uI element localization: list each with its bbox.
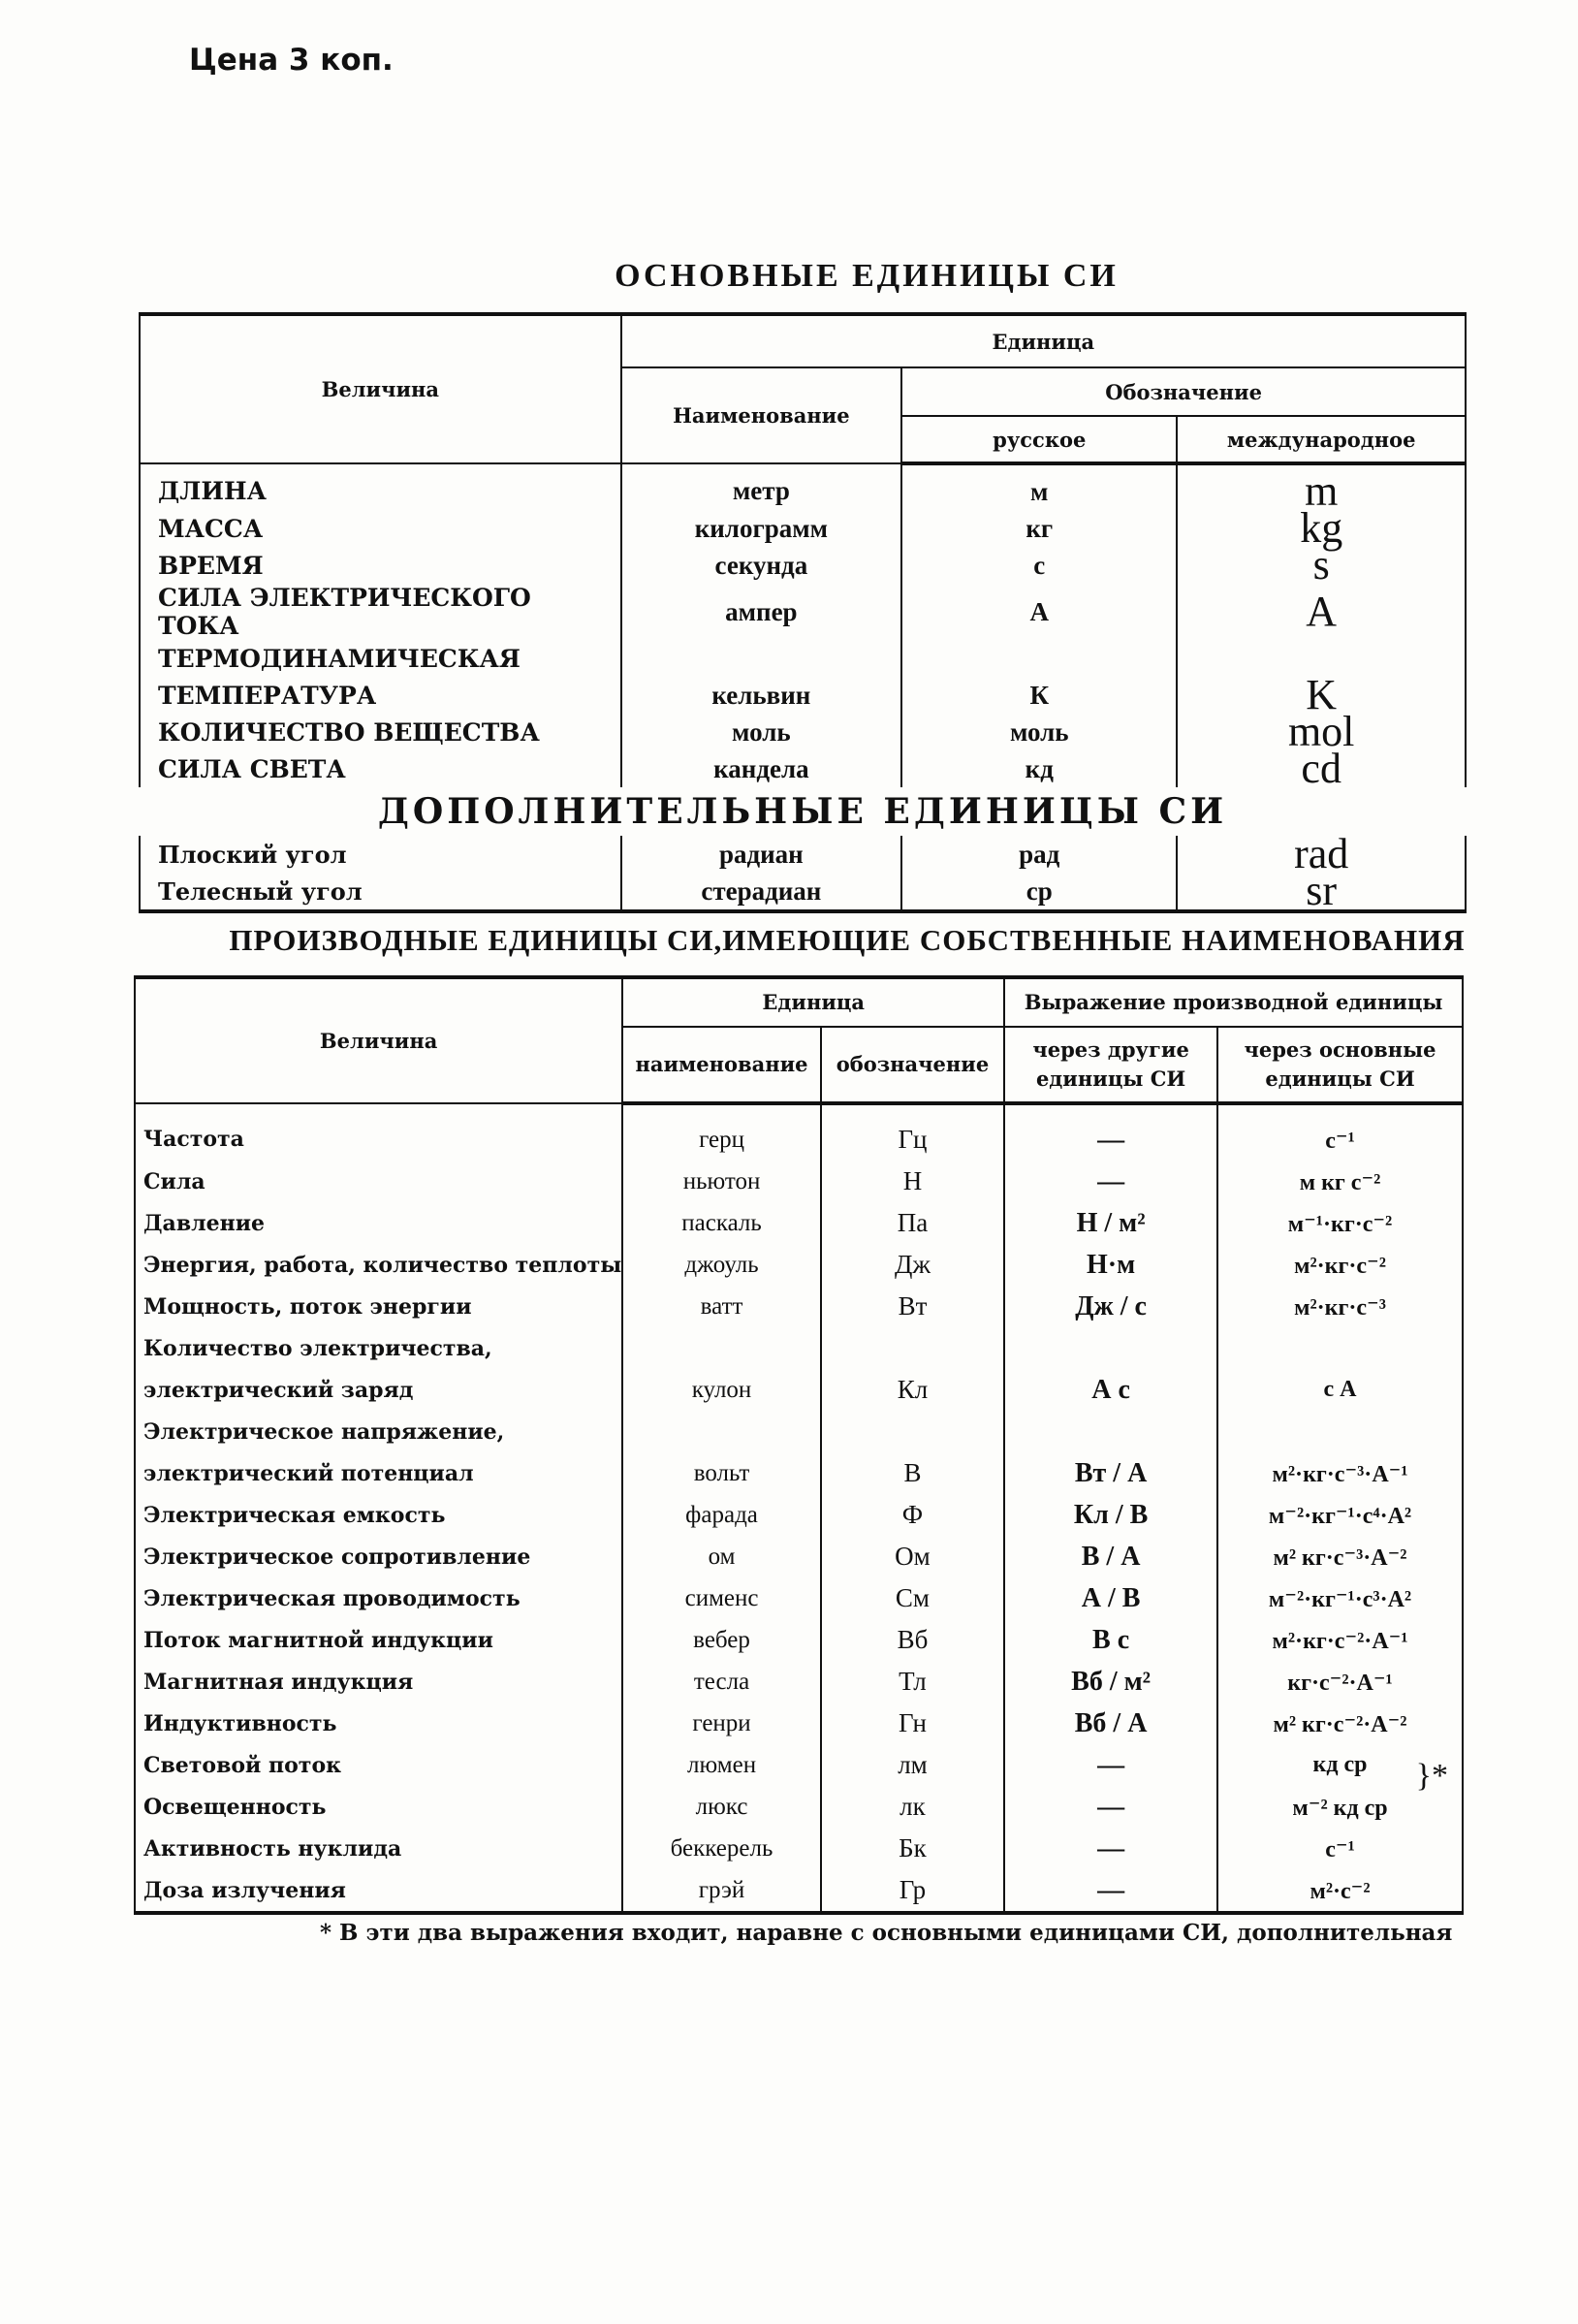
footnote: * В эти два выражения входит, наравне с основными единицами СИ, дополнительная	[320, 1920, 1453, 1946]
quantity-cell: ДЛИНА	[140, 463, 621, 510]
quantity-cell: Мощность, поток энергии	[135, 1286, 622, 1327]
unit-name-cell: кандела	[621, 750, 902, 787]
unit-ru-cell: кд	[901, 750, 1177, 787]
col-header-name: наименование	[622, 1027, 821, 1103]
unit-ru-cell: А	[901, 584, 1177, 640]
expr-base-cell: м²·кг·с⁻³·А⁻¹	[1217, 1452, 1463, 1494]
quantity-cell: Количество электричества,	[135, 1327, 622, 1369]
unit-intl-cell: rad	[1177, 836, 1466, 873]
expr-base-cell: м⁻²·кг⁻¹·с⁴·А²	[1217, 1494, 1463, 1536]
expr-base-cell: с А	[1217, 1369, 1463, 1411]
col-header-via-base: через основные единицы СИ	[1217, 1027, 1463, 1103]
expr-other-cell: —	[1004, 1828, 1217, 1869]
expr-other-cell	[1004, 1327, 1217, 1369]
unit-name-cell	[622, 1327, 821, 1369]
table-row	[135, 1103, 1463, 1161]
quantity-cell: Энергия, работа, количество теплоты	[135, 1244, 622, 1286]
unit-symbol-cell	[821, 1327, 1004, 1369]
table-row	[135, 1286, 1463, 1327]
unit-ru-cell: с	[901, 547, 1177, 584]
unit-symbol-cell: Гр	[821, 1869, 1004, 1913]
quantity-cell: Световой поток	[135, 1744, 622, 1786]
expr-other-cell: Вб / А	[1004, 1703, 1217, 1744]
table-row	[135, 1244, 1463, 1286]
derived-units-title: ПРОИЗВОДНЫЕ ЕДИНИЦЫ СИ,ИМЕЮЩИЕ СОБСТВЕННЫЕ НАИМЕНОВАНИЯ	[229, 923, 1466, 957]
unit-symbol-cell: Ом	[821, 1536, 1004, 1577]
table-row	[135, 1536, 1463, 1577]
derived-units-table	[134, 975, 1464, 1915]
unit-name-cell: сименс	[622, 1577, 821, 1619]
expr-base-cell: м⁻²·кг⁻¹·с³·А²	[1217, 1577, 1463, 1619]
table-row	[135, 1744, 1463, 1786]
unit-intl-cell: K	[1177, 677, 1466, 714]
unit-ru-cell	[901, 640, 1177, 677]
unit-intl-cell: m	[1177, 463, 1466, 510]
table-row	[140, 584, 1466, 640]
expr-other-cell: Н / м²	[1004, 1202, 1217, 1244]
unit-intl-cell: s	[1177, 547, 1466, 584]
unit-name-cell: герц	[622, 1103, 821, 1161]
expr-base-cell: с⁻¹	[1217, 1828, 1463, 1869]
unit-name-cell: радиан	[621, 836, 902, 873]
unit-name-cell: ньютон	[622, 1161, 821, 1202]
unit-symbol-cell: Гц	[821, 1103, 1004, 1161]
table-row	[140, 750, 1466, 787]
unit-name-cell: люкс	[622, 1786, 821, 1828]
unit-symbol-cell: Вб	[821, 1619, 1004, 1661]
table-row	[135, 1869, 1463, 1913]
expr-other-cell: В с	[1004, 1619, 1217, 1661]
unit-symbol-cell: Вт	[821, 1286, 1004, 1327]
quantity-cell: Индуктивность	[135, 1703, 622, 1744]
quantity-cell: ТЕРМОДИНАМИЧЕСКАЯ	[140, 640, 621, 677]
expr-base-cell	[1217, 1411, 1463, 1452]
table-row	[135, 1411, 1463, 1452]
quantity-cell: Электрическая проводимость	[135, 1577, 622, 1619]
unit-ru-cell: рад	[901, 836, 1177, 873]
unit-symbol-cell: Н	[821, 1161, 1004, 1202]
expr-other-cell: —	[1004, 1744, 1217, 1786]
expr-base-cell	[1217, 1327, 1463, 1369]
unit-symbol-cell: Ф	[821, 1494, 1004, 1536]
expr-base-cell: кг·с⁻²·А⁻¹	[1217, 1661, 1463, 1703]
expr-other-cell: А / В	[1004, 1577, 1217, 1619]
table-row	[135, 1786, 1463, 1828]
expr-other-cell: Вт / А	[1004, 1452, 1217, 1494]
unit-ru-cell: м	[901, 463, 1177, 510]
table-row	[140, 836, 1466, 873]
unit-name-cell	[622, 1411, 821, 1452]
unit-symbol-cell: Гн	[821, 1703, 1004, 1744]
quantity-cell: СИЛА СВЕТА	[140, 750, 621, 787]
unit-name-cell: кулон	[622, 1369, 821, 1411]
expr-base-cell: м²·кг·с⁻³	[1217, 1286, 1463, 1327]
table-row	[140, 463, 1466, 510]
unit-intl-cell: A	[1177, 584, 1466, 640]
expr-base-cell: кд ср }*	[1217, 1744, 1463, 1786]
base-units-table	[139, 312, 1467, 913]
quantity-cell: Телесный угол	[140, 873, 621, 911]
unit-name-cell: вебер	[622, 1619, 821, 1661]
table-row	[135, 1619, 1463, 1661]
footnote-brace-mark: }*	[1415, 1758, 1448, 1794]
unit-ru-cell: К	[901, 677, 1177, 714]
expr-other-cell	[1004, 1411, 1217, 1452]
table-row	[135, 1828, 1463, 1869]
expr-other-cell: Кл / В	[1004, 1494, 1217, 1536]
unit-symbol-cell	[821, 1411, 1004, 1452]
quantity-cell: Поток магнитной индукции	[135, 1619, 622, 1661]
expr-base-cell: с⁻¹	[1217, 1103, 1463, 1161]
unit-ru-cell: моль	[901, 714, 1177, 750]
unit-ru-cell: кг	[901, 510, 1177, 547]
expr-base-cell: м² кг·с⁻²·А⁻²	[1217, 1703, 1463, 1744]
quantity-cell: СИЛА ЭЛЕКТРИЧЕСКОГО ТОКА	[140, 584, 621, 640]
unit-symbol-cell: В	[821, 1452, 1004, 1494]
quantity-cell: Электрическое напряжение,	[135, 1411, 622, 1452]
expr-other-cell: В / А	[1004, 1536, 1217, 1577]
col-header-quantity: Величина	[135, 977, 622, 1103]
table-row	[135, 1161, 1463, 1202]
expr-base-cell: м²·кг·с⁻²	[1217, 1244, 1463, 1286]
unit-name-cell: секунда	[621, 547, 902, 584]
table-row	[140, 714, 1466, 750]
base-units-title: ОСНОВНЫЕ ЕДИНИЦЫ СИ	[615, 258, 1119, 294]
table-row	[135, 1703, 1463, 1744]
quantity-cell: КОЛИЧЕСТВО ВЕЩЕСТВА	[140, 714, 621, 750]
expr-other-cell: —	[1004, 1869, 1217, 1913]
col-header-expression: Выражение производной единицы	[1004, 977, 1463, 1027]
unit-name-cell: беккерель	[622, 1828, 821, 1869]
unit-name-cell: паскаль	[622, 1202, 821, 1244]
quantity-cell: Плоский угол	[140, 836, 621, 873]
unit-symbol-cell: лм	[821, 1744, 1004, 1786]
quantity-cell: Магнитная индукция	[135, 1661, 622, 1703]
unit-name-cell: ватт	[622, 1286, 821, 1327]
expr-base-cell: м² кг·с⁻³·А⁻²	[1217, 1536, 1463, 1577]
col-header-russian: русское	[901, 416, 1177, 463]
expr-base-cell: м кг с⁻²	[1217, 1161, 1463, 1202]
unit-ru-cell: ср	[901, 873, 1177, 911]
table-row	[140, 873, 1466, 911]
quantity-cell: Давление	[135, 1202, 622, 1244]
unit-name-cell: ом	[622, 1536, 821, 1577]
quantity-cell: Электрическое сопротивление	[135, 1536, 622, 1577]
expr-other-cell: А с	[1004, 1369, 1217, 1411]
col-header-name: Наименование	[621, 367, 902, 463]
table-row	[140, 510, 1466, 547]
col-header-international: международное	[1177, 416, 1466, 463]
quantity-cell: Освещенность	[135, 1786, 622, 1828]
col-header-unit: Единица	[621, 314, 1466, 367]
unit-name-cell: килограмм	[621, 510, 902, 547]
unit-name-cell: джоуль	[622, 1244, 821, 1286]
expr-other-cell: Вб / м²	[1004, 1661, 1217, 1703]
col-header-unit: Единица	[622, 977, 1004, 1027]
quantity-cell: электрический заряд	[135, 1369, 622, 1411]
expr-base-cell: м⁻¹·кг·с⁻²	[1217, 1202, 1463, 1244]
unit-symbol-cell: Дж	[821, 1244, 1004, 1286]
table-row	[140, 677, 1466, 714]
unit-name-cell: моль	[621, 714, 902, 750]
col-header-designation: обозначение	[821, 1027, 1004, 1103]
unit-name-cell	[621, 640, 902, 677]
unit-intl-cell: kg	[1177, 510, 1466, 547]
expr-other-cell: —	[1004, 1786, 1217, 1828]
unit-name-cell: кельвин	[621, 677, 902, 714]
unit-symbol-cell: Бк	[821, 1828, 1004, 1869]
unit-name-cell: грэй	[622, 1869, 821, 1913]
quantity-cell: ТЕМПЕРАТУРА	[140, 677, 621, 714]
unit-name-cell: люмен	[622, 1744, 821, 1786]
expr-other-cell: Н·м	[1004, 1244, 1217, 1286]
col-header-designation: Обозначение	[901, 367, 1466, 416]
table-row	[140, 547, 1466, 584]
quantity-cell: МАССА	[140, 510, 621, 547]
table-row	[135, 1452, 1463, 1494]
quantity-cell: Доза излучения	[135, 1869, 622, 1913]
table-row	[135, 1369, 1463, 1411]
unit-intl-cell: mol	[1177, 714, 1466, 750]
unit-symbol-cell: См	[821, 1577, 1004, 1619]
table-row	[135, 1494, 1463, 1536]
quantity-cell: Электрическая емкость	[135, 1494, 622, 1536]
unit-symbol-cell: Тл	[821, 1661, 1004, 1703]
price-label: Цена 3 коп.	[189, 43, 394, 78]
col-header-via-other: через другие единицы СИ	[1004, 1027, 1217, 1103]
table-row	[135, 1661, 1463, 1703]
table-row	[135, 1202, 1463, 1244]
expr-base-cell: м²·с⁻²	[1217, 1869, 1463, 1913]
unit-name-cell: ампер	[621, 584, 902, 640]
quantity-cell: Частота	[135, 1103, 622, 1161]
unit-symbol-cell: Па	[821, 1202, 1004, 1244]
unit-intl-cell: cd	[1177, 750, 1466, 787]
supplementary-units-title: ДОПОЛНИТЕЛЬНЫЕ ЕДИНИЦЫ СИ	[377, 791, 1228, 832]
quantity-cell: Активность нуклида	[135, 1828, 622, 1869]
expr-base-cell: м²·кг·с⁻²·А⁻¹	[1217, 1619, 1463, 1661]
table-row	[140, 640, 1466, 677]
unit-name-cell: генри	[622, 1703, 821, 1744]
unit-name-cell: тесла	[622, 1661, 821, 1703]
unit-name-cell: метр	[621, 463, 902, 510]
expr-other-cell: Дж / с	[1004, 1286, 1217, 1327]
unit-name-cell: стерадиан	[621, 873, 902, 911]
expr-other-cell: —	[1004, 1103, 1217, 1161]
unit-symbol-cell: Кл	[821, 1369, 1004, 1411]
quantity-cell: ВРЕМЯ	[140, 547, 621, 584]
unit-intl-cell: sr	[1177, 873, 1466, 911]
unit-name-cell: фарада	[622, 1494, 821, 1536]
unit-symbol-cell: лк	[821, 1786, 1004, 1828]
expr-other-cell: —	[1004, 1161, 1217, 1202]
supplementary-title-row	[140, 787, 1466, 836]
table-row	[135, 1577, 1463, 1619]
quantity-cell: электрический потенциал	[135, 1452, 622, 1494]
quantity-cell: Сила	[135, 1161, 622, 1202]
unit-name-cell: вольт	[622, 1452, 821, 1494]
col-header-quantity: Величина	[140, 314, 621, 463]
table-row	[135, 1327, 1463, 1369]
expr-base-cell: м⁻² кд ср	[1217, 1786, 1463, 1828]
